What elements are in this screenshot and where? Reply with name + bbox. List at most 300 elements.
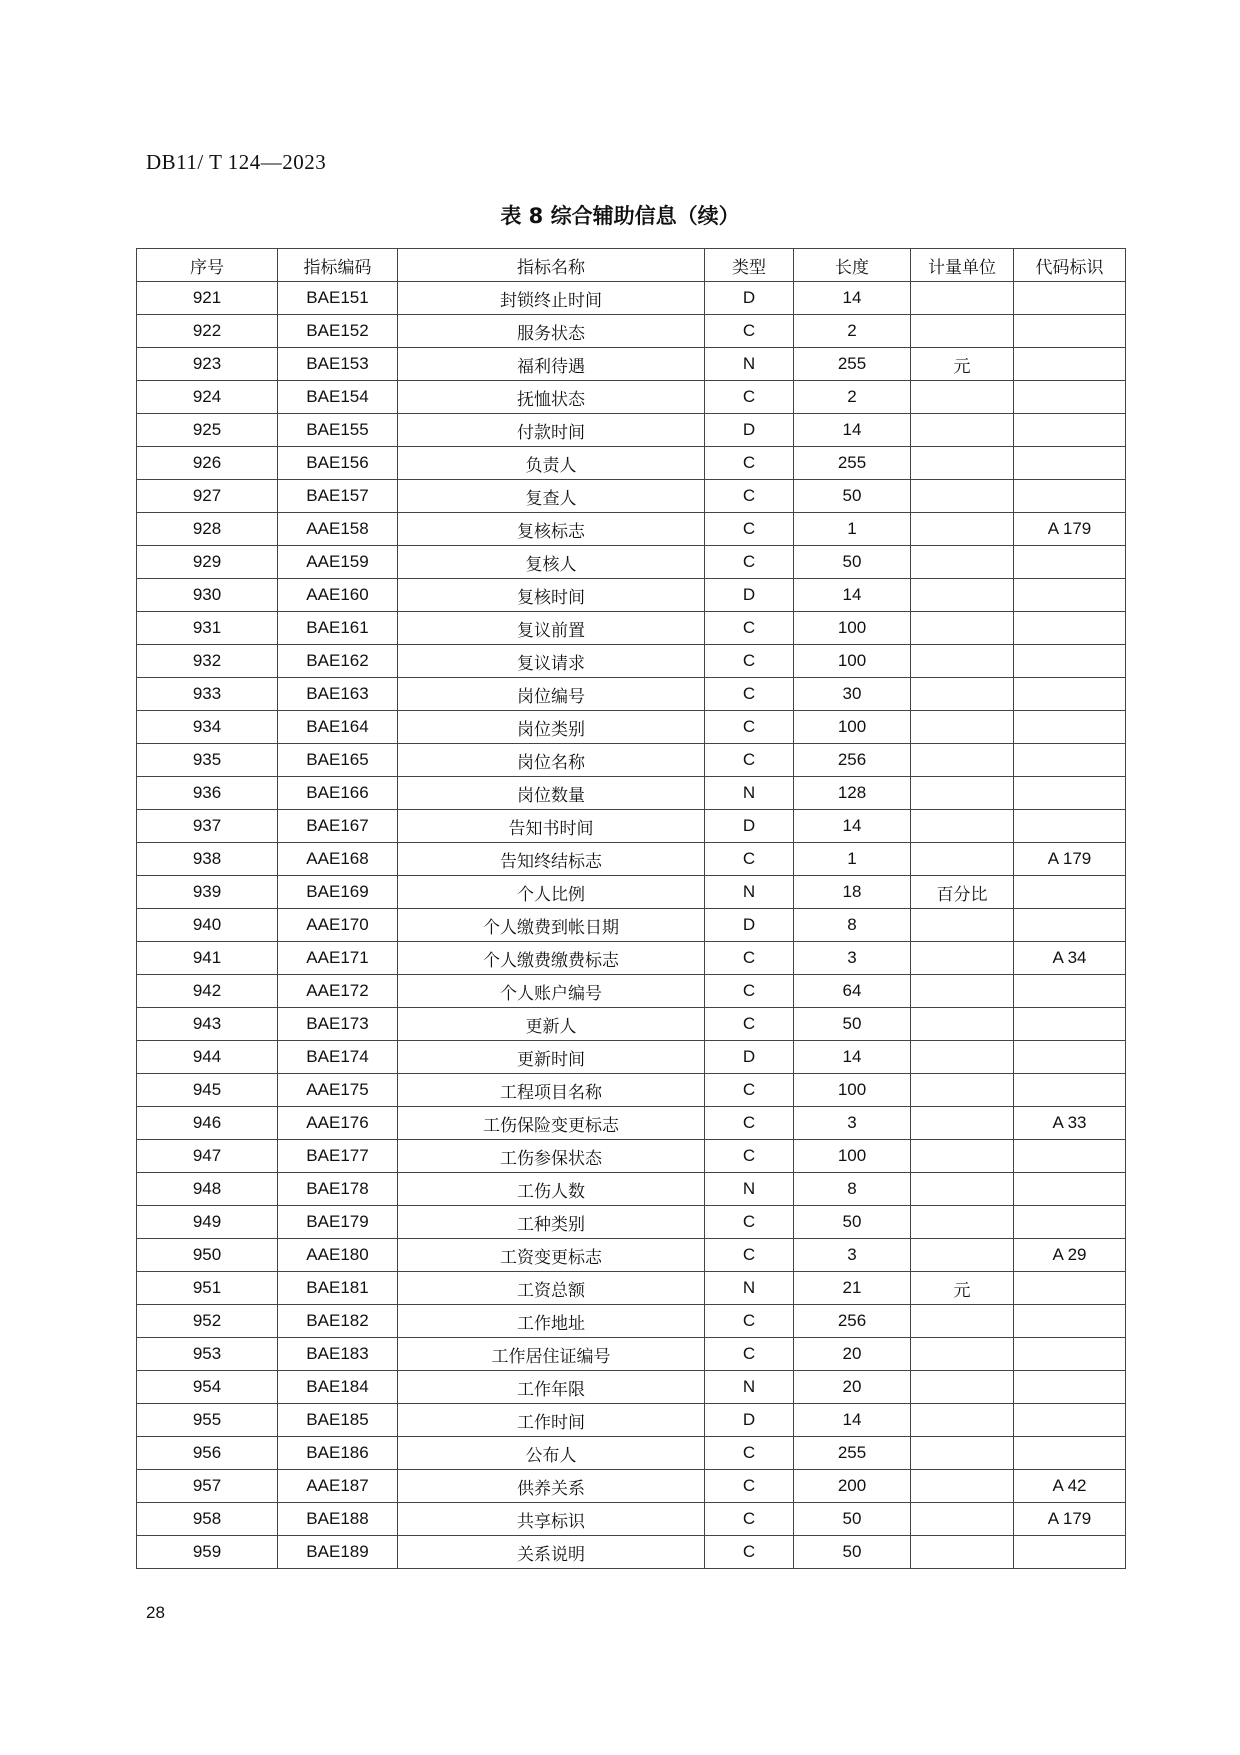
name-cell: 工资变更标志 <box>398 1239 705 1272</box>
length-cell: 256 <box>794 1305 911 1338</box>
seq-cell: 936 <box>137 777 278 810</box>
unit-cell <box>911 1041 1014 1074</box>
type-cell: N <box>705 1272 794 1305</box>
seq-cell: 926 <box>137 447 278 480</box>
table-row <box>137 1206 1126 1239</box>
code-cell: BAE153 <box>278 348 398 381</box>
code-cell: BAE182 <box>278 1305 398 1338</box>
name-cell: 工程项目名称 <box>398 1074 705 1107</box>
unit-cell <box>911 942 1014 975</box>
length-cell: 100 <box>794 612 911 645</box>
code-id-cell: A 179 <box>1014 513 1126 546</box>
code-cell: AAE170 <box>278 909 398 942</box>
unit-cell <box>911 1503 1014 1536</box>
code-id-cell <box>1014 1173 1126 1206</box>
column-header-length: 长度 <box>794 249 911 282</box>
type-cell: C <box>705 1437 794 1470</box>
code-cell: BAE185 <box>278 1404 398 1437</box>
seq-cell: 955 <box>137 1404 278 1437</box>
type-cell: D <box>705 1041 794 1074</box>
name-cell: 复查人 <box>398 480 705 513</box>
type-cell: C <box>705 678 794 711</box>
unit-cell <box>911 1074 1014 1107</box>
seq-cell: 959 <box>137 1536 278 1569</box>
code-cell: BAE155 <box>278 414 398 447</box>
length-cell: 14 <box>794 1404 911 1437</box>
name-cell: 负责人 <box>398 447 705 480</box>
code-cell: BAE189 <box>278 1536 398 1569</box>
length-cell: 14 <box>794 810 911 843</box>
length-cell: 3 <box>794 1239 911 1272</box>
type-cell: C <box>705 1206 794 1239</box>
length-cell: 100 <box>794 645 911 678</box>
name-cell: 个人比例 <box>398 876 705 909</box>
unit-cell <box>911 513 1014 546</box>
length-cell: 8 <box>794 909 911 942</box>
type-cell: C <box>705 447 794 480</box>
table-row <box>137 777 1126 810</box>
code-id-cell <box>1014 777 1126 810</box>
type-cell: C <box>705 645 794 678</box>
code-id-cell <box>1014 1008 1126 1041</box>
type-cell: C <box>705 1536 794 1569</box>
code-id-cell <box>1014 480 1126 513</box>
name-cell: 抚恤状态 <box>398 381 705 414</box>
code-id-cell <box>1014 1140 1126 1173</box>
name-cell: 付款时间 <box>398 414 705 447</box>
seq-cell: 930 <box>137 579 278 612</box>
table-row <box>137 381 1126 414</box>
length-cell: 14 <box>794 282 911 315</box>
code-cell: AAE158 <box>278 513 398 546</box>
table-row <box>137 1371 1126 1404</box>
seq-cell: 952 <box>137 1305 278 1338</box>
length-cell: 1 <box>794 513 911 546</box>
length-cell: 14 <box>794 1041 911 1074</box>
page-number: 28 <box>146 1603 165 1622</box>
code-id-cell <box>1014 1404 1126 1437</box>
code-cell: BAE181 <box>278 1272 398 1305</box>
seq-cell: 957 <box>137 1470 278 1503</box>
seq-cell: 940 <box>137 909 278 942</box>
code-id-cell <box>1014 1272 1126 1305</box>
seq-cell: 924 <box>137 381 278 414</box>
code-id-cell <box>1014 909 1126 942</box>
unit-cell <box>911 1107 1014 1140</box>
table-row <box>137 1140 1126 1173</box>
table-title: 表 8 综合辅助信息（续） <box>500 204 740 228</box>
type-cell: C <box>705 1305 794 1338</box>
unit-cell <box>911 777 1014 810</box>
unit-cell: 元 <box>911 348 1014 381</box>
type-cell: D <box>705 1404 794 1437</box>
type-cell: N <box>705 1173 794 1206</box>
unit-cell <box>911 1173 1014 1206</box>
name-cell: 岗位编号 <box>398 678 705 711</box>
seq-cell: 953 <box>137 1338 278 1371</box>
type-cell: N <box>705 348 794 381</box>
unit-cell <box>911 843 1014 876</box>
length-cell: 50 <box>794 480 911 513</box>
code-cell: BAE165 <box>278 744 398 777</box>
code-id-cell: A 33 <box>1014 1107 1126 1140</box>
code-cell: BAE174 <box>278 1041 398 1074</box>
length-cell: 21 <box>794 1272 911 1305</box>
column-header-type: 类型 <box>705 249 794 282</box>
length-cell: 128 <box>794 777 911 810</box>
name-cell: 工作年限 <box>398 1371 705 1404</box>
seq-cell: 934 <box>137 711 278 744</box>
unit-cell <box>911 315 1014 348</box>
code-cell: BAE151 <box>278 282 398 315</box>
code-cell: BAE184 <box>278 1371 398 1404</box>
unit-cell <box>911 1371 1014 1404</box>
seq-cell: 949 <box>137 1206 278 1239</box>
length-cell: 255 <box>794 1437 911 1470</box>
seq-cell: 923 <box>137 348 278 381</box>
table-row <box>137 1470 1126 1503</box>
table-row <box>137 1503 1126 1536</box>
seq-cell: 941 <box>137 942 278 975</box>
name-cell: 复议前置 <box>398 612 705 645</box>
length-cell: 50 <box>794 1008 911 1041</box>
unit-cell <box>911 1305 1014 1338</box>
seq-cell: 950 <box>137 1239 278 1272</box>
unit-cell <box>911 414 1014 447</box>
name-cell: 关系说明 <box>398 1536 705 1569</box>
code-cell: AAE159 <box>278 546 398 579</box>
table-row <box>137 1239 1126 1272</box>
unit-cell <box>911 1470 1014 1503</box>
code-id-cell <box>1014 645 1126 678</box>
type-cell: C <box>705 1470 794 1503</box>
seq-cell: 947 <box>137 1140 278 1173</box>
code-cell: AAE171 <box>278 942 398 975</box>
seq-cell: 939 <box>137 876 278 909</box>
seq-cell: 932 <box>137 645 278 678</box>
length-cell: 50 <box>794 1206 911 1239</box>
length-cell: 255 <box>794 348 911 381</box>
name-cell: 供养关系 <box>398 1470 705 1503</box>
length-cell: 2 <box>794 381 911 414</box>
table-row <box>137 975 1126 1008</box>
seq-cell: 956 <box>137 1437 278 1470</box>
code-cell: AAE180 <box>278 1239 398 1272</box>
type-cell: N <box>705 777 794 810</box>
seq-cell: 935 <box>137 744 278 777</box>
code-id-cell <box>1014 711 1126 744</box>
unit-cell <box>911 975 1014 1008</box>
code-cell: BAE167 <box>278 810 398 843</box>
type-cell: N <box>705 1371 794 1404</box>
name-cell: 个人账户编号 <box>398 975 705 1008</box>
type-cell: C <box>705 546 794 579</box>
seq-cell: 945 <box>137 1074 278 1107</box>
table-row <box>137 1107 1126 1140</box>
table-row <box>137 348 1126 381</box>
type-cell: C <box>705 1008 794 1041</box>
seq-cell: 943 <box>137 1008 278 1041</box>
code-cell: AAE176 <box>278 1107 398 1140</box>
name-cell: 工伤保险变更标志 <box>398 1107 705 1140</box>
table-row <box>137 513 1126 546</box>
code-id-cell: A 179 <box>1014 1503 1126 1536</box>
length-cell: 1 <box>794 843 911 876</box>
length-cell: 100 <box>794 711 911 744</box>
table-row <box>137 1305 1126 1338</box>
table-row <box>137 579 1126 612</box>
seq-cell: 938 <box>137 843 278 876</box>
type-cell: C <box>705 315 794 348</box>
seq-cell: 928 <box>137 513 278 546</box>
code-id-cell <box>1014 744 1126 777</box>
length-cell: 200 <box>794 1470 911 1503</box>
column-header-seq: 序号 <box>137 249 278 282</box>
length-cell: 3 <box>794 942 911 975</box>
type-cell: C <box>705 1140 794 1173</box>
code-cell: BAE186 <box>278 1437 398 1470</box>
name-cell: 工资总额 <box>398 1272 705 1305</box>
seq-cell: 954 <box>137 1371 278 1404</box>
unit-cell <box>911 1404 1014 1437</box>
code-cell: AAE172 <box>278 975 398 1008</box>
type-cell: C <box>705 612 794 645</box>
code-id-cell <box>1014 579 1126 612</box>
type-cell: C <box>705 942 794 975</box>
name-cell: 复核标志 <box>398 513 705 546</box>
length-cell: 100 <box>794 1140 911 1173</box>
unit-cell <box>911 744 1014 777</box>
unit-cell <box>911 1338 1014 1371</box>
code-id-cell: A 34 <box>1014 942 1126 975</box>
unit-cell <box>911 612 1014 645</box>
code-id-cell <box>1014 1338 1126 1371</box>
code-id-cell <box>1014 414 1126 447</box>
code-id-cell: A 179 <box>1014 843 1126 876</box>
name-cell: 服务状态 <box>398 315 705 348</box>
type-cell: D <box>705 810 794 843</box>
length-cell: 50 <box>794 1503 911 1536</box>
length-cell: 14 <box>794 414 911 447</box>
seq-cell: 937 <box>137 810 278 843</box>
type-cell: C <box>705 1239 794 1272</box>
indicator-table <box>136 248 1126 1569</box>
length-cell: 255 <box>794 447 911 480</box>
unit-cell: 百分比 <box>911 876 1014 909</box>
code-cell: BAE188 <box>278 1503 398 1536</box>
table-row <box>137 414 1126 447</box>
name-cell: 告知书时间 <box>398 810 705 843</box>
column-header-name: 指标名称 <box>398 249 705 282</box>
table-row <box>137 1536 1126 1569</box>
table-row <box>137 645 1126 678</box>
name-cell: 更新时间 <box>398 1041 705 1074</box>
code-id-cell <box>1014 546 1126 579</box>
length-cell: 50 <box>794 1536 911 1569</box>
name-cell: 工伤参保状态 <box>398 1140 705 1173</box>
table-row <box>137 546 1126 579</box>
seq-cell: 933 <box>137 678 278 711</box>
code-cell: BAE169 <box>278 876 398 909</box>
code-id-cell <box>1014 1041 1126 1074</box>
length-cell: 20 <box>794 1371 911 1404</box>
unit-cell <box>911 909 1014 942</box>
code-id-cell <box>1014 315 1126 348</box>
type-cell: C <box>705 480 794 513</box>
code-cell: BAE178 <box>278 1173 398 1206</box>
unit-cell <box>911 282 1014 315</box>
type-cell: D <box>705 579 794 612</box>
seq-cell: 944 <box>137 1041 278 1074</box>
table-row <box>137 1338 1126 1371</box>
seq-cell: 946 <box>137 1107 278 1140</box>
unit-cell <box>911 579 1014 612</box>
seq-cell: 931 <box>137 612 278 645</box>
length-cell: 8 <box>794 1173 911 1206</box>
column-header-code-id: 代码标识 <box>1014 249 1126 282</box>
type-cell: D <box>705 909 794 942</box>
seq-cell: 942 <box>137 975 278 1008</box>
type-cell: C <box>705 1503 794 1536</box>
name-cell: 个人缴费到帐日期 <box>398 909 705 942</box>
table-row <box>137 678 1126 711</box>
unit-cell <box>911 810 1014 843</box>
name-cell: 复议请求 <box>398 645 705 678</box>
code-id-cell <box>1014 876 1126 909</box>
code-cell: BAE179 <box>278 1206 398 1239</box>
table-row <box>137 447 1126 480</box>
code-cell: BAE183 <box>278 1338 398 1371</box>
name-cell: 工作时间 <box>398 1404 705 1437</box>
table-row <box>137 1173 1126 1206</box>
seq-cell: 925 <box>137 414 278 447</box>
column-header-code: 指标编码 <box>278 249 398 282</box>
unit-cell <box>911 1206 1014 1239</box>
seq-cell: 929 <box>137 546 278 579</box>
name-cell: 更新人 <box>398 1008 705 1041</box>
code-id-cell <box>1014 975 1126 1008</box>
code-cell: BAE173 <box>278 1008 398 1041</box>
type-cell: C <box>705 744 794 777</box>
name-cell: 工作居住证编号 <box>398 1338 705 1371</box>
name-cell: 复核时间 <box>398 579 705 612</box>
table-row <box>137 1041 1126 1074</box>
length-cell: 50 <box>794 546 911 579</box>
name-cell: 岗位数量 <box>398 777 705 810</box>
code-id-cell <box>1014 1536 1126 1569</box>
name-cell: 共享标识 <box>398 1503 705 1536</box>
type-cell: C <box>705 381 794 414</box>
code-cell: AAE160 <box>278 579 398 612</box>
type-cell: C <box>705 513 794 546</box>
code-cell: BAE154 <box>278 381 398 414</box>
code-id-cell: A 29 <box>1014 1239 1126 1272</box>
unit-cell <box>911 1140 1014 1173</box>
code-id-cell <box>1014 447 1126 480</box>
length-cell: 256 <box>794 744 911 777</box>
code-id-cell <box>1014 1305 1126 1338</box>
unit-cell: 元 <box>911 1272 1014 1305</box>
table-row <box>137 942 1126 975</box>
code-id-cell <box>1014 381 1126 414</box>
unit-cell <box>911 1008 1014 1041</box>
standard-number: DB11/ T 124—2023 <box>146 150 327 174</box>
table-row <box>137 315 1126 348</box>
type-cell: C <box>705 711 794 744</box>
table-row <box>137 1008 1126 1041</box>
table-row <box>137 1272 1126 1305</box>
code-cell: BAE162 <box>278 645 398 678</box>
code-id-cell: A 42 <box>1014 1470 1126 1503</box>
length-cell: 30 <box>794 678 911 711</box>
unit-cell <box>911 447 1014 480</box>
name-cell: 岗位名称 <box>398 744 705 777</box>
unit-cell <box>911 381 1014 414</box>
code-cell: BAE157 <box>278 480 398 513</box>
table-row <box>137 876 1126 909</box>
seq-cell: 927 <box>137 480 278 513</box>
name-cell: 岗位类别 <box>398 711 705 744</box>
type-cell: C <box>705 843 794 876</box>
table-row <box>137 1404 1126 1437</box>
type-cell: C <box>705 1338 794 1371</box>
length-cell: 2 <box>794 315 911 348</box>
table-row <box>137 810 1126 843</box>
length-cell: 100 <box>794 1074 911 1107</box>
name-cell: 福利待遇 <box>398 348 705 381</box>
seq-cell: 958 <box>137 1503 278 1536</box>
table-row <box>137 1074 1126 1107</box>
name-cell: 复核人 <box>398 546 705 579</box>
length-cell: 3 <box>794 1107 911 1140</box>
table-row <box>137 711 1126 744</box>
code-cell: AAE168 <box>278 843 398 876</box>
type-cell: C <box>705 1074 794 1107</box>
code-cell: BAE163 <box>278 678 398 711</box>
table-header-row <box>137 249 1126 282</box>
type-cell: C <box>705 1107 794 1140</box>
unit-cell <box>911 480 1014 513</box>
unit-cell <box>911 1536 1014 1569</box>
name-cell: 个人缴费缴费标志 <box>398 942 705 975</box>
seq-cell: 922 <box>137 315 278 348</box>
name-cell: 工伤人数 <box>398 1173 705 1206</box>
table-row <box>137 909 1126 942</box>
code-id-cell <box>1014 1371 1126 1404</box>
name-cell: 封锁终止时间 <box>398 282 705 315</box>
type-cell: D <box>705 282 794 315</box>
code-cell: BAE164 <box>278 711 398 744</box>
unit-cell <box>911 1239 1014 1272</box>
table-row <box>137 744 1126 777</box>
code-id-cell <box>1014 612 1126 645</box>
table-row <box>137 480 1126 513</box>
seq-cell: 921 <box>137 282 278 315</box>
type-cell: C <box>705 975 794 1008</box>
code-cell: BAE177 <box>278 1140 398 1173</box>
code-cell: BAE156 <box>278 447 398 480</box>
type-cell: D <box>705 414 794 447</box>
code-cell: BAE152 <box>278 315 398 348</box>
name-cell: 工作地址 <box>398 1305 705 1338</box>
name-cell: 告知终结标志 <box>398 843 705 876</box>
code-id-cell <box>1014 810 1126 843</box>
code-id-cell <box>1014 1437 1126 1470</box>
name-cell: 工种类别 <box>398 1206 705 1239</box>
code-cell: AAE187 <box>278 1470 398 1503</box>
unit-cell <box>911 546 1014 579</box>
unit-cell <box>911 1437 1014 1470</box>
